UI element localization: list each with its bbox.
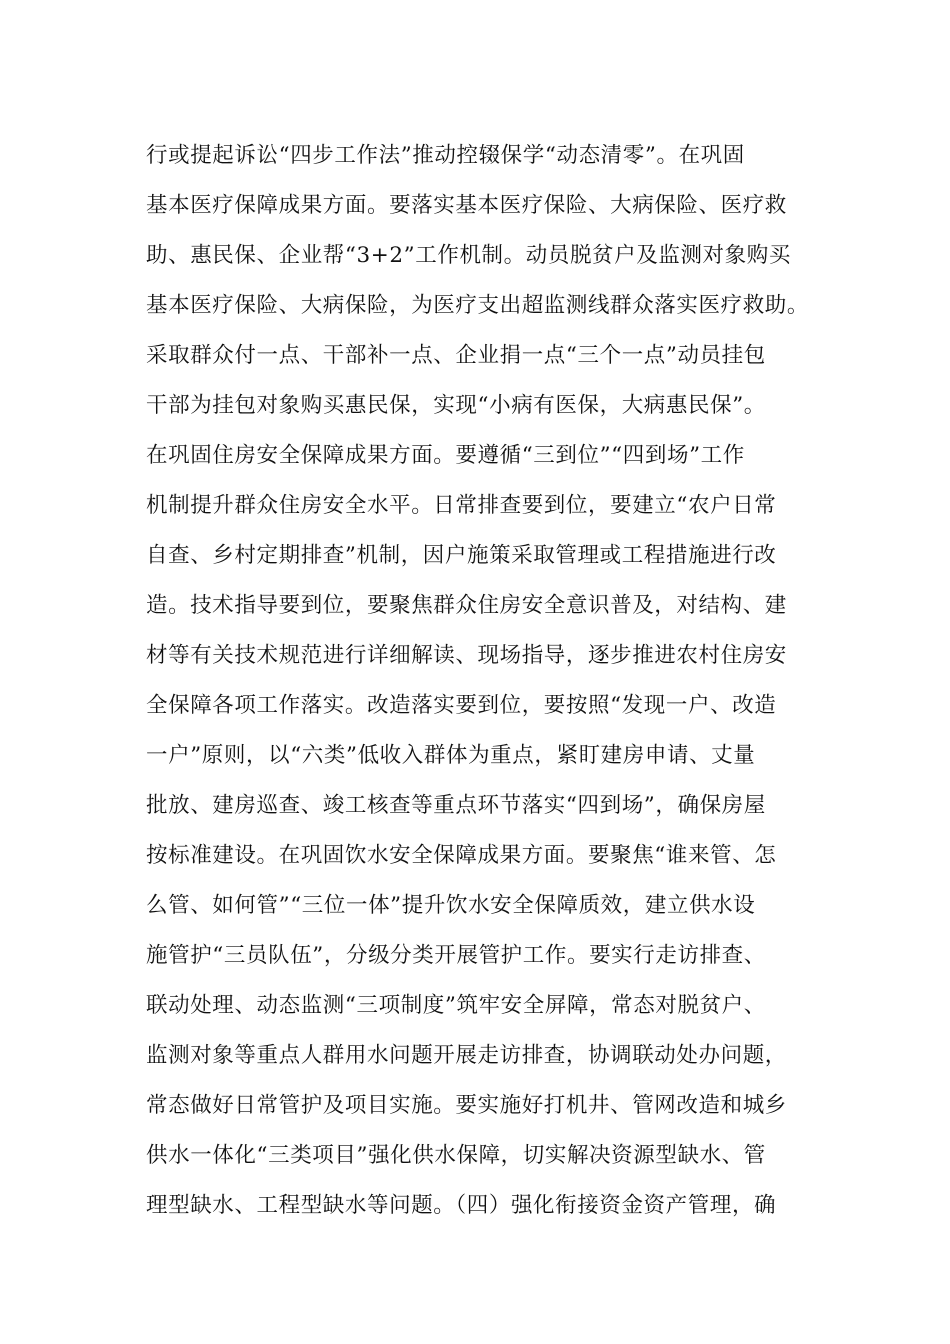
text-line: 么管、如何管”“三位一体”提升饮水安全保障质效，建立供水设 (146, 893, 756, 918)
text-line: 基本医疗保险、大病保险，为医疗支出超监测线群众落实医疗救助。 (146, 293, 810, 318)
text-line: 采取群众付一点、干部补一点、企业捐一点“三个一点”动员挂包 (146, 343, 766, 368)
text-line: 造。技术指导要到位，要聚焦群众住房安全意识普及，对结构、建 (146, 593, 787, 618)
text-line: 联动处理、动态监测“三项制度”筑牢安全屏障，常态对脱贫户、 (146, 993, 766, 1018)
text-line: 监测对象等重点人群用水问题开展走访排查，协调联动处办问题， (146, 1043, 787, 1068)
text-line: 按标准建设。在巩固饮水安全保障成果方面。要聚焦“谁来管、怎 (146, 843, 777, 868)
text-line: 在巩固住房安全保障成果方面。要遵循“三到位”“四到场”工作 (146, 443, 745, 468)
text-line: 基本医疗保障成果方面。要落实基本医疗保险、大病保险、医疗救 (146, 193, 787, 218)
text-line: 助、惠民保、企业帮“3+2”工作机制。动员脱贫户及监测对象购买 (146, 243, 791, 268)
text-line: 一户”原则，以“六类”低收入群体为重点，紧盯建房申请、丈量 (146, 743, 756, 768)
text-line: 供水一体化“三类项目”强化供水保障，切实解决资源型缺水、管 (146, 1143, 766, 1168)
text-line: 干部为挂包对象购买惠民保，实现“小病有医保，大病惠民保”。 (146, 393, 766, 418)
text-line: 自查、乡村定期排查”机制，因户施策采取管理或工程措施进行改 (146, 543, 777, 568)
text-line: 批放、建房巡查、竣工核查等重点环节落实“四到场”，确保房屋 (146, 793, 766, 818)
body-paragraph (146, 131, 866, 1231)
text-line: 全保障各项工作落实。改造落实要到位，要按照“发现一户、改造 (146, 693, 777, 718)
text-line: 施管护“三员队伍”，分级分类开展管护工作。要实行走访排查、 (146, 943, 766, 968)
text-line: 机制提升群众住房安全水平。日常排查要到位，要建立“农户日常 (146, 493, 777, 518)
text-line: 常态做好日常管护及项目实施。要实施好打机井、管网改造和城乡 (146, 1093, 787, 1118)
text-line: 行或提起诉讼“四步工作法”推动控辍保学“动态清零”。在巩固 (146, 143, 745, 168)
text-line: 材等有关技术规范进行详细解读、现场指导，逐步推进农村住房安 (146, 643, 787, 668)
text-line: 理型缺水、工程型缺水等问题。（四）强化衔接资金资产管理，确 (146, 1193, 777, 1218)
